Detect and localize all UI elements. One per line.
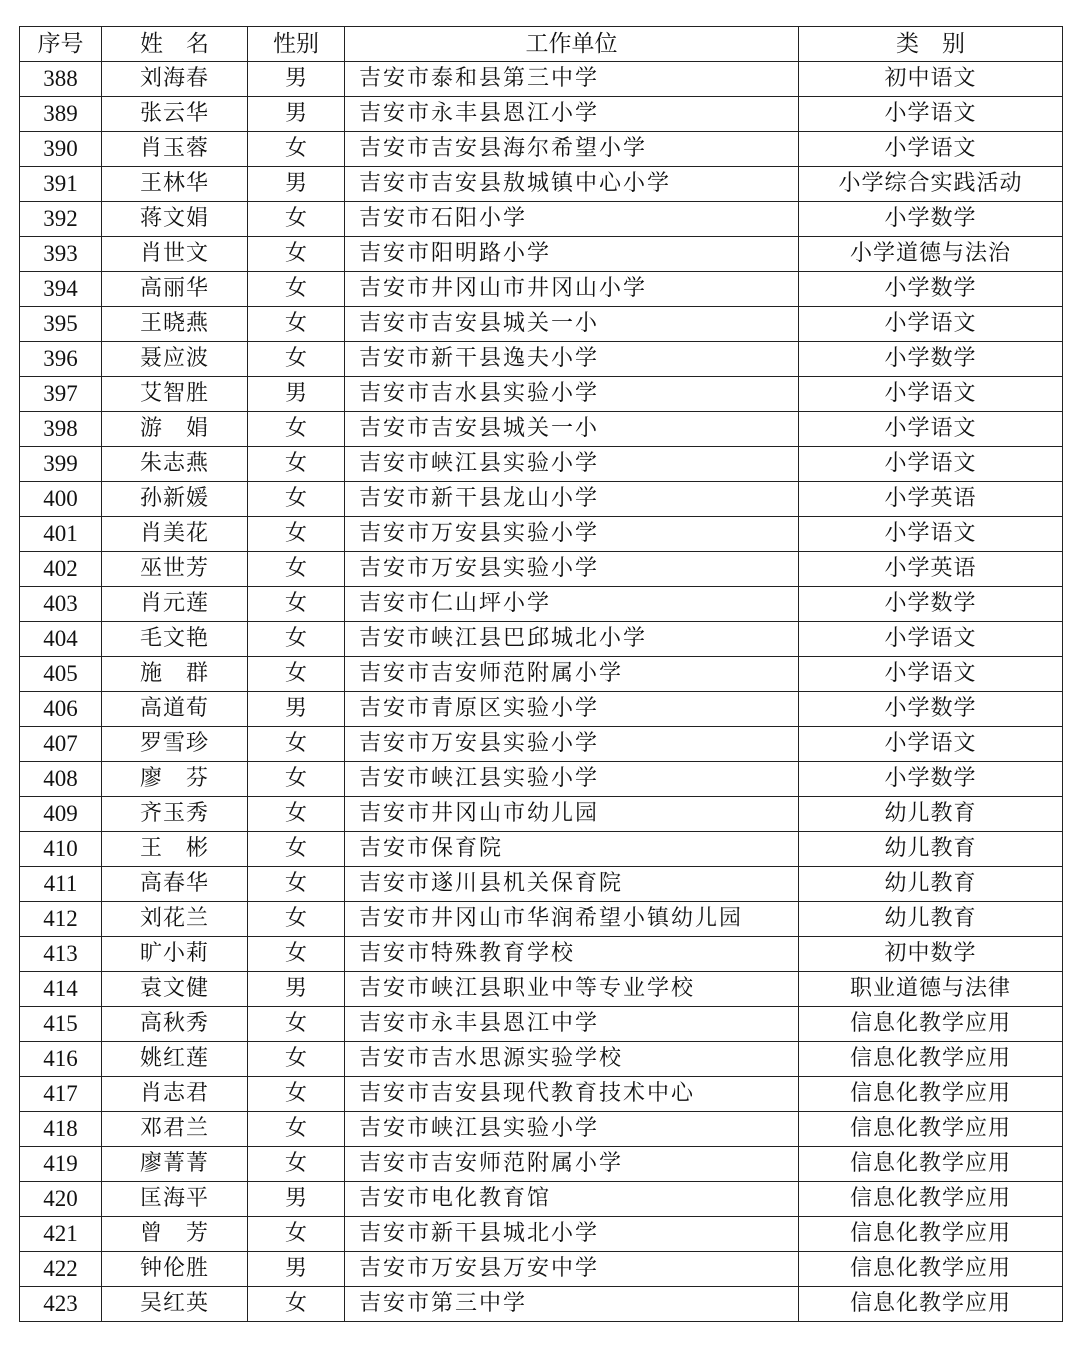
cell-sex: 女 [248, 622, 345, 657]
cell-category: 小学数学 [799, 342, 1063, 377]
cell-no: 392 [20, 202, 102, 237]
cell-name: 王晓燕 [102, 307, 248, 342]
cell-name: 蒋文娟 [102, 202, 248, 237]
cell-category: 职业道德与法律 [799, 972, 1063, 1007]
cell-name: 廖菁菁 [102, 1147, 248, 1182]
cell-unit: 吉安市第三中学 [345, 1287, 799, 1322]
header-unit: 工作单位 [345, 27, 799, 62]
cell-sex: 女 [248, 1042, 345, 1077]
cell-no: 405 [20, 657, 102, 692]
cell-unit: 吉安市峡江县实验小学 [345, 447, 799, 482]
cell-category: 小学语文 [799, 377, 1063, 412]
cell-sex: 女 [248, 237, 345, 272]
cell-no: 407 [20, 727, 102, 762]
cell-sex: 男 [248, 97, 345, 132]
table-row [20, 1112, 1063, 1147]
cell-no: 416 [20, 1042, 102, 1077]
table-row [20, 1042, 1063, 1077]
table-row [20, 692, 1063, 727]
table-row [20, 1252, 1063, 1287]
cell-name: 吴红英 [102, 1287, 248, 1322]
table-row [20, 727, 1063, 762]
cell-name: 肖志君 [102, 1077, 248, 1112]
cell-sex: 男 [248, 692, 345, 727]
table-row [20, 937, 1063, 972]
cell-unit: 吉安市特殊教育学校 [345, 937, 799, 972]
cell-category: 小学语文 [799, 412, 1063, 447]
cell-no: 393 [20, 237, 102, 272]
cell-sex: 男 [248, 167, 345, 202]
cell-no: 411 [20, 867, 102, 902]
cell-unit: 吉安市万安县实验小学 [345, 517, 799, 552]
cell-category: 小学道德与法治 [799, 237, 1063, 272]
cell-no: 402 [20, 552, 102, 587]
cell-category: 小学语文 [799, 517, 1063, 552]
cell-name: 袁文健 [102, 972, 248, 1007]
table-row [20, 342, 1063, 377]
cell-sex: 女 [248, 412, 345, 447]
cell-unit: 吉安市新干县城北小学 [345, 1217, 799, 1252]
cell-name: 高丽华 [102, 272, 248, 307]
cell-no: 413 [20, 937, 102, 972]
table-row [20, 587, 1063, 622]
cell-no: 391 [20, 167, 102, 202]
cell-sex: 女 [248, 902, 345, 937]
cell-no: 422 [20, 1252, 102, 1287]
cell-sex: 男 [248, 62, 345, 97]
cell-category: 信息化教学应用 [799, 1217, 1063, 1252]
cell-sex: 男 [248, 972, 345, 1007]
cell-name: 肖世文 [102, 237, 248, 272]
table-row [20, 762, 1063, 797]
cell-no: 414 [20, 972, 102, 1007]
table-row [20, 62, 1063, 97]
cell-sex: 女 [248, 762, 345, 797]
cell-name: 肖元莲 [102, 587, 248, 622]
table-row [20, 132, 1063, 167]
cell-category: 幼儿教育 [799, 867, 1063, 902]
table-row [20, 517, 1063, 552]
cell-sex: 女 [248, 482, 345, 517]
cell-category: 小学数学 [799, 587, 1063, 622]
cell-name: 钟伦胜 [102, 1252, 248, 1287]
cell-name: 旷小莉 [102, 937, 248, 972]
cell-category: 小学数学 [799, 272, 1063, 307]
cell-sex: 女 [248, 1112, 345, 1147]
cell-category: 信息化教学应用 [799, 1042, 1063, 1077]
cell-unit: 吉安市吉安县海尔希望小学 [345, 132, 799, 167]
cell-unit: 吉安市吉安县现代教育技术中心 [345, 1077, 799, 1112]
cell-category: 小学语文 [799, 132, 1063, 167]
cell-category: 幼儿教育 [799, 832, 1063, 867]
cell-unit: 吉安市青原区实验小学 [345, 692, 799, 727]
table-body [20, 62, 1063, 1322]
cell-name: 高秋秀 [102, 1007, 248, 1042]
cell-category: 小学数学 [799, 762, 1063, 797]
header-sex: 性别 [248, 27, 345, 62]
table-row [20, 272, 1063, 307]
cell-unit: 吉安市井冈山市华润希望小镇幼儿园 [345, 902, 799, 937]
cell-name: 曾 芳 [102, 1217, 248, 1252]
cell-category: 信息化教学应用 [799, 1147, 1063, 1182]
cell-sex: 女 [248, 1077, 345, 1112]
cell-unit: 吉安市万安县万安中学 [345, 1252, 799, 1287]
cell-sex: 男 [248, 1252, 345, 1287]
cell-no: 419 [20, 1147, 102, 1182]
cell-sex: 女 [248, 937, 345, 972]
cell-name: 刘花兰 [102, 902, 248, 937]
cell-unit: 吉安市电化教育馆 [345, 1182, 799, 1217]
cell-unit: 吉安市万安县实验小学 [345, 552, 799, 587]
cell-category: 幼儿教育 [799, 797, 1063, 832]
cell-category: 信息化教学应用 [799, 1287, 1063, 1322]
cell-category: 信息化教学应用 [799, 1252, 1063, 1287]
cell-unit: 吉安市泰和县第三中学 [345, 62, 799, 97]
cell-sex: 女 [248, 552, 345, 587]
cell-no: 390 [20, 132, 102, 167]
cell-category: 小学综合实践活动 [799, 167, 1063, 202]
cell-sex: 男 [248, 377, 345, 412]
document-page [19, 26, 1062, 1322]
table-row [20, 867, 1063, 902]
cell-no: 421 [20, 1217, 102, 1252]
cell-category: 小学语文 [799, 447, 1063, 482]
cell-unit: 吉安市遂川县机关保育院 [345, 867, 799, 902]
cell-name: 孙新媛 [102, 482, 248, 517]
cell-category: 幼儿教育 [799, 902, 1063, 937]
cell-unit: 吉安市井冈山市井冈山小学 [345, 272, 799, 307]
table-row [20, 97, 1063, 132]
cell-name: 齐玉秀 [102, 797, 248, 832]
cell-no: 420 [20, 1182, 102, 1217]
cell-unit: 吉安市井冈山市幼儿园 [345, 797, 799, 832]
table-row [20, 202, 1063, 237]
cell-no: 423 [20, 1287, 102, 1322]
table-row [20, 622, 1063, 657]
cell-name: 邓君兰 [102, 1112, 248, 1147]
cell-no: 398 [20, 412, 102, 447]
cell-unit: 吉安市永丰县恩江中学 [345, 1007, 799, 1042]
cell-sex: 女 [248, 342, 345, 377]
cell-unit: 吉安市吉水县实验小学 [345, 377, 799, 412]
cell-no: 415 [20, 1007, 102, 1042]
cell-category: 小学英语 [799, 552, 1063, 587]
table-row [20, 657, 1063, 692]
cell-name: 毛文艳 [102, 622, 248, 657]
cell-sex: 女 [248, 447, 345, 482]
cell-category: 小学数学 [799, 202, 1063, 237]
cell-unit: 吉安市吉安县城关一小 [345, 307, 799, 342]
cell-name: 刘海春 [102, 62, 248, 97]
table-row [20, 377, 1063, 412]
table-row [20, 552, 1063, 587]
cell-unit: 吉安市吉安县敖城镇中心小学 [345, 167, 799, 202]
cell-sex: 女 [248, 1007, 345, 1042]
cell-category: 初中语文 [799, 62, 1063, 97]
cell-no: 394 [20, 272, 102, 307]
cell-sex: 女 [248, 832, 345, 867]
cell-sex: 女 [248, 307, 345, 342]
cell-sex: 女 [248, 517, 345, 552]
cell-name: 肖美花 [102, 517, 248, 552]
cell-no: 418 [20, 1112, 102, 1147]
cell-category: 小学语文 [799, 657, 1063, 692]
cell-no: 401 [20, 517, 102, 552]
cell-unit: 吉安市保育院 [345, 832, 799, 867]
cell-no: 410 [20, 832, 102, 867]
cell-unit: 吉安市吉安师范附属小学 [345, 657, 799, 692]
cell-sex: 男 [248, 1182, 345, 1217]
cell-no: 403 [20, 587, 102, 622]
table-row [20, 1182, 1063, 1217]
cell-name: 高春华 [102, 867, 248, 902]
cell-category: 信息化教学应用 [799, 1182, 1063, 1217]
cell-sex: 女 [248, 1217, 345, 1252]
cell-unit: 吉安市新干县逸夫小学 [345, 342, 799, 377]
cell-unit: 吉安市石阳小学 [345, 202, 799, 237]
cell-sex: 女 [248, 272, 345, 307]
cell-unit: 吉安市峡江县实验小学 [345, 762, 799, 797]
table-row [20, 1217, 1063, 1252]
table-row [20, 412, 1063, 447]
header-name: 姓 名 [102, 27, 248, 62]
cell-name: 匡海平 [102, 1182, 248, 1217]
cell-category: 信息化教学应用 [799, 1007, 1063, 1042]
cell-no: 395 [20, 307, 102, 342]
cell-sex: 女 [248, 587, 345, 622]
cell-name: 廖 芬 [102, 762, 248, 797]
cell-unit: 吉安市峡江县职业中等专业学校 [345, 972, 799, 1007]
roster-table [19, 26, 1063, 1322]
cell-no: 389 [20, 97, 102, 132]
table-row [20, 447, 1063, 482]
table-row [20, 832, 1063, 867]
cell-no: 399 [20, 447, 102, 482]
cell-category: 小学语文 [799, 622, 1063, 657]
cell-name: 王林华 [102, 167, 248, 202]
table-row [20, 797, 1063, 832]
cell-no: 404 [20, 622, 102, 657]
table-header [20, 27, 1063, 62]
cell-sex: 女 [248, 727, 345, 762]
cell-name: 张云华 [102, 97, 248, 132]
cell-sex: 女 [248, 202, 345, 237]
cell-name: 肖玉蓉 [102, 132, 248, 167]
cell-no: 400 [20, 482, 102, 517]
table-row [20, 1147, 1063, 1182]
cell-unit: 吉安市峡江县实验小学 [345, 1112, 799, 1147]
cell-unit: 吉安市仁山坪小学 [345, 587, 799, 622]
cell-category: 小学数学 [799, 692, 1063, 727]
table-row [20, 237, 1063, 272]
cell-category: 信息化教学应用 [799, 1112, 1063, 1147]
cell-name: 高道荀 [102, 692, 248, 727]
cell-name: 巫世芳 [102, 552, 248, 587]
cell-unit: 吉安市万安县实验小学 [345, 727, 799, 762]
cell-category: 初中数学 [799, 937, 1063, 972]
cell-sex: 女 [248, 132, 345, 167]
header-row [20, 27, 1063, 62]
cell-no: 417 [20, 1077, 102, 1112]
cell-name: 罗雪珍 [102, 727, 248, 762]
header-no: 序号 [20, 27, 102, 62]
cell-category: 小学语文 [799, 727, 1063, 762]
table-row [20, 972, 1063, 1007]
cell-unit: 吉安市永丰县恩江小学 [345, 97, 799, 132]
cell-name: 游 娟 [102, 412, 248, 447]
cell-unit: 吉安市阳明路小学 [345, 237, 799, 272]
table-row [20, 167, 1063, 202]
header-category: 类 别 [799, 27, 1063, 62]
cell-name: 朱志燕 [102, 447, 248, 482]
cell-sex: 女 [248, 1147, 345, 1182]
table-row [20, 1287, 1063, 1322]
cell-unit: 吉安市新干县龙山小学 [345, 482, 799, 517]
cell-sex: 女 [248, 867, 345, 902]
cell-sex: 女 [248, 797, 345, 832]
cell-name: 王 彬 [102, 832, 248, 867]
table-row [20, 482, 1063, 517]
cell-no: 397 [20, 377, 102, 412]
cell-name: 施 群 [102, 657, 248, 692]
cell-no: 408 [20, 762, 102, 797]
cell-no: 409 [20, 797, 102, 832]
cell-unit: 吉安市吉安县城关一小 [345, 412, 799, 447]
cell-name: 姚红莲 [102, 1042, 248, 1077]
cell-category: 小学英语 [799, 482, 1063, 517]
cell-category: 信息化教学应用 [799, 1077, 1063, 1112]
table-row [20, 1077, 1063, 1112]
cell-unit: 吉安市吉安师范附属小学 [345, 1147, 799, 1182]
cell-no: 396 [20, 342, 102, 377]
cell-sex: 女 [248, 657, 345, 692]
cell-unit: 吉安市峡江县巴邱城北小学 [345, 622, 799, 657]
table-row [20, 1007, 1063, 1042]
cell-category: 小学语文 [799, 97, 1063, 132]
cell-no: 412 [20, 902, 102, 937]
cell-category: 小学语文 [799, 307, 1063, 342]
cell-name: 艾智胜 [102, 377, 248, 412]
cell-unit: 吉安市吉水思源实验学校 [345, 1042, 799, 1077]
cell-sex: 女 [248, 1287, 345, 1322]
cell-no: 388 [20, 62, 102, 97]
cell-no: 406 [20, 692, 102, 727]
cell-name: 聂应波 [102, 342, 248, 377]
table-row [20, 902, 1063, 937]
table-row [20, 307, 1063, 342]
